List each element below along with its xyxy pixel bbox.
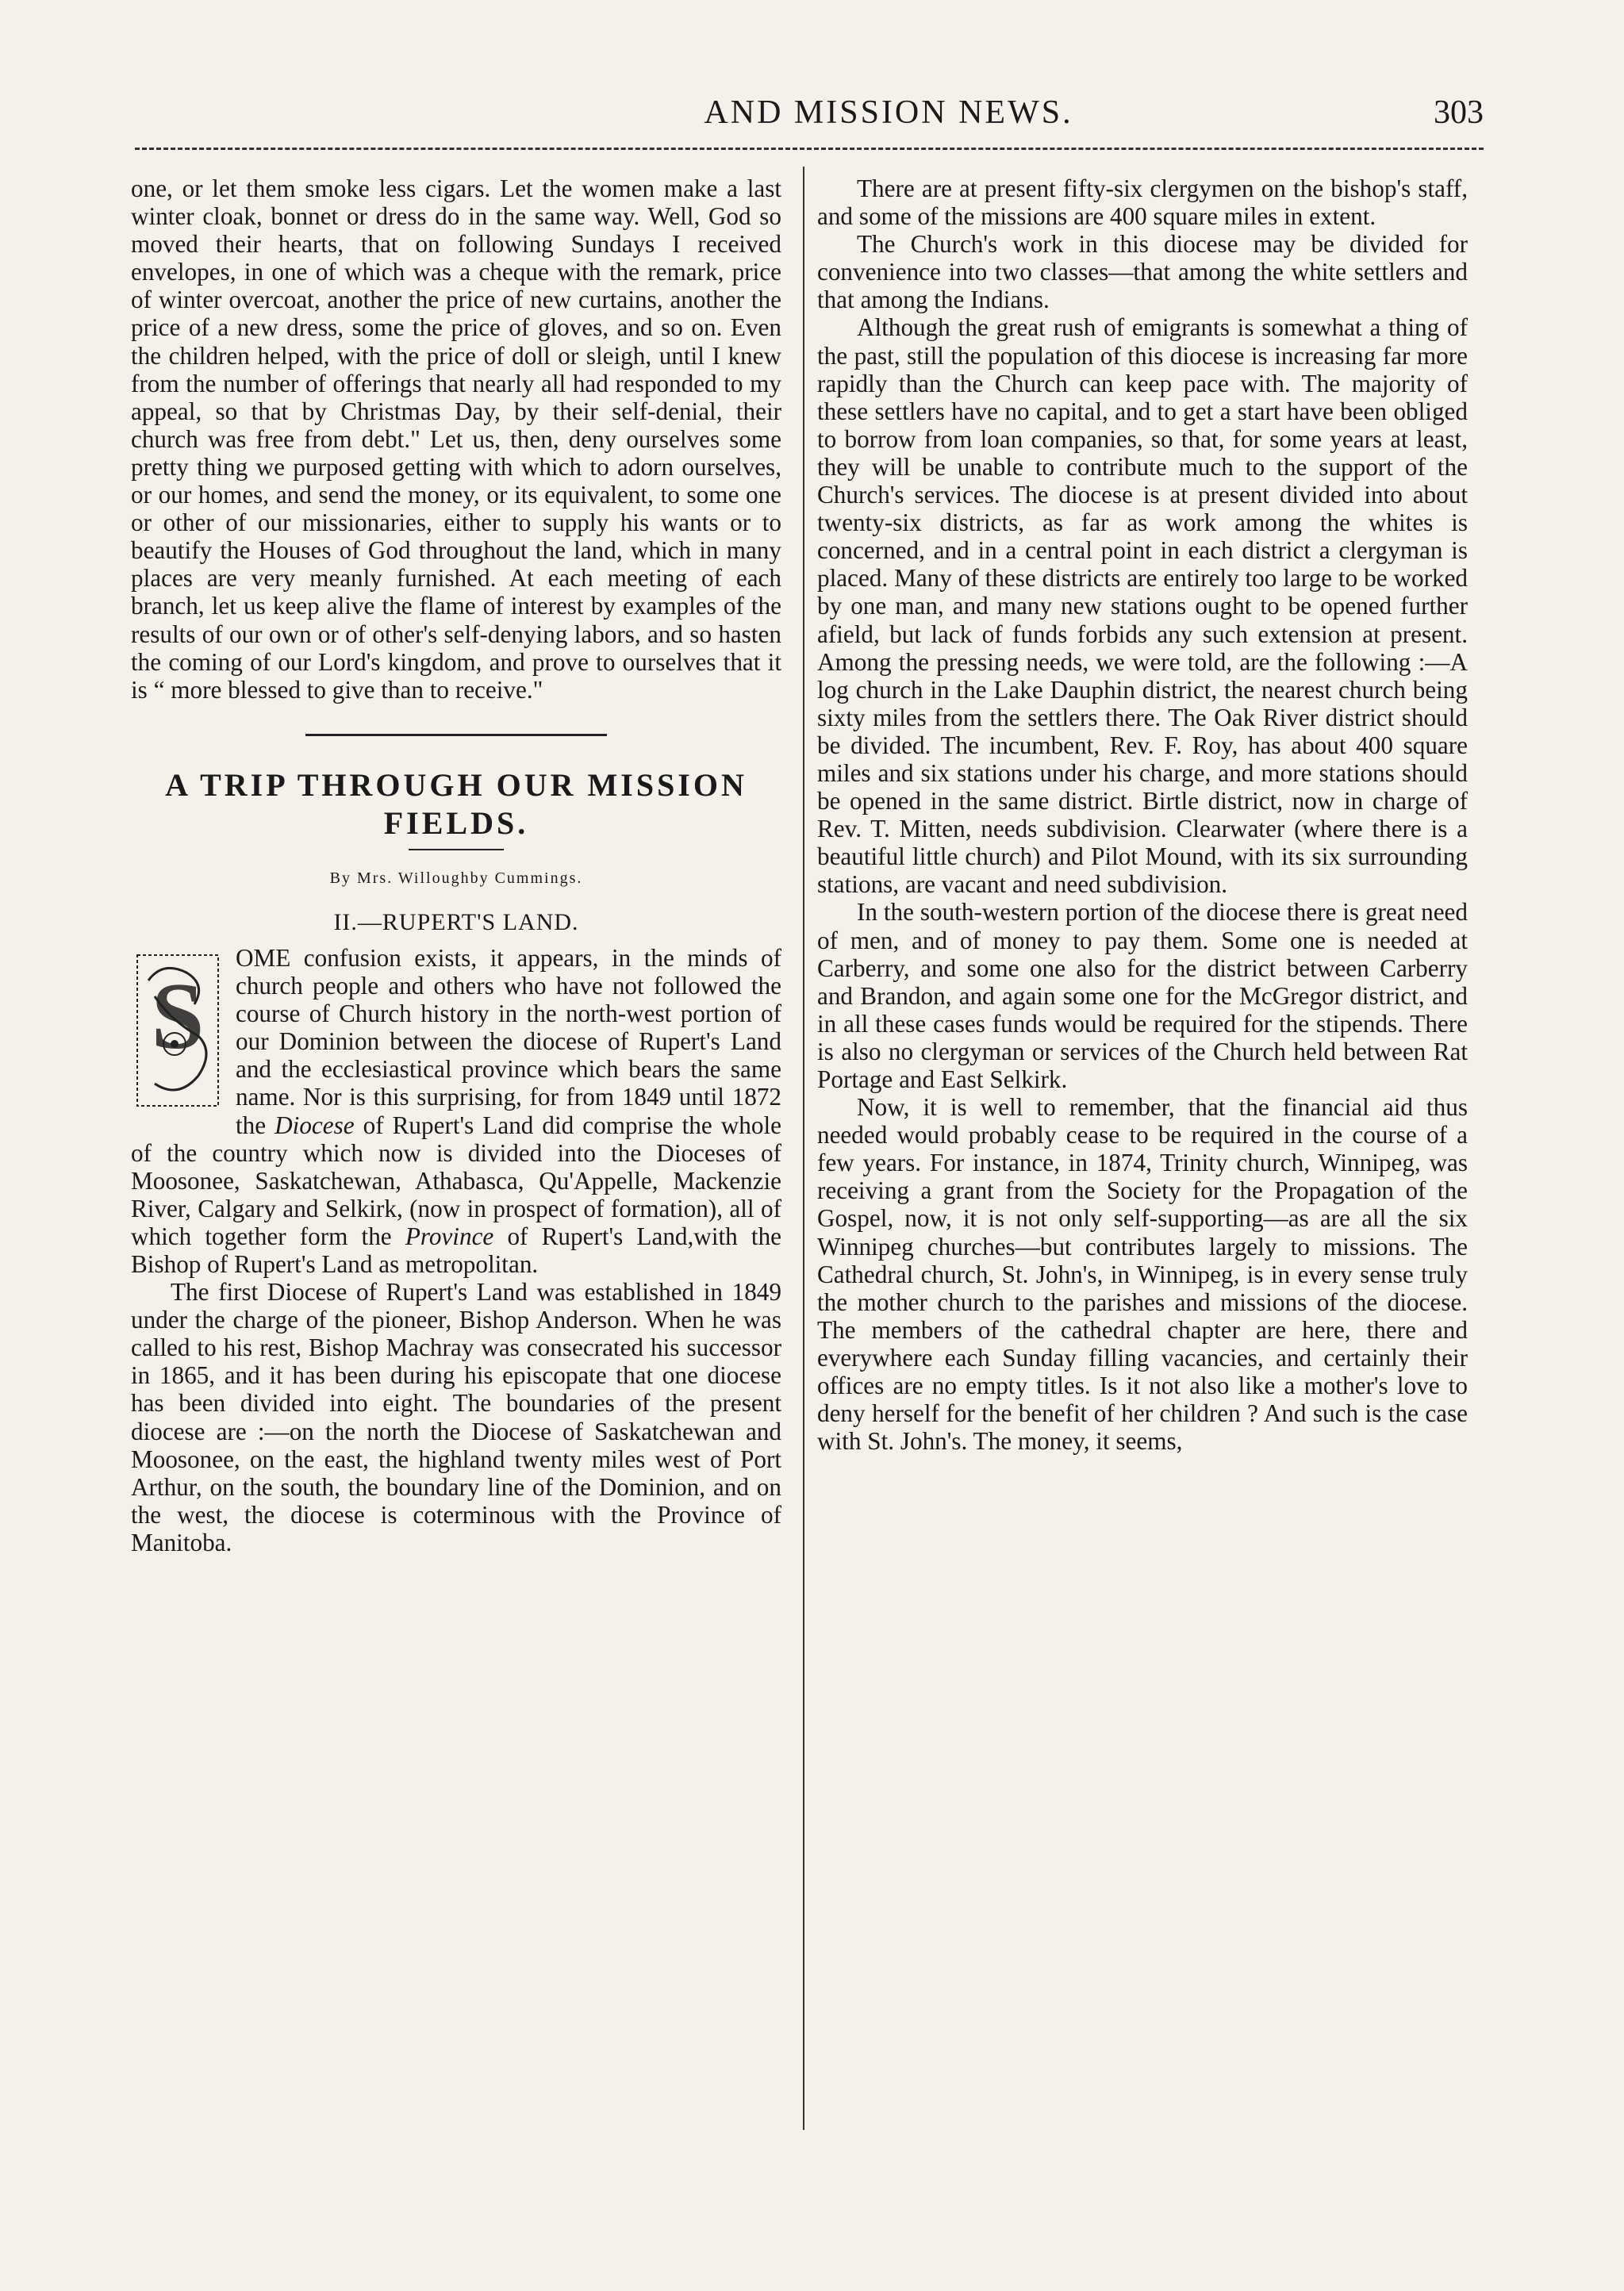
article-paragraph-1-end: of Rupert's Land,with the Bishop of Rupert's Land as metropolitan. [131, 1222, 782, 1278]
article-paragraph-1-start: OME confusion exists, it appears, in the minds of church people and others who have not followed the course of Church history in the north-west portion of our Dominion between the diocese of Rupert's Land and the ecclesiastical province which bears the same name. Nor is this surprising, for from 1849 until 1872 the [236, 943, 781, 1139]
article-paragraph-2: The first Diocese of Rupert's Land was established in 1849 under the charge of the pioneer, Bishop Anderson. When he was called to his rest, Bishop Machray was consecrated his successor in 1865, and it has been during his episcopate that one diocese has been divided into eight. The boundaries of the present diocese are :—on the north the Diocese of Saskatchewan and Moosonee, on the east, the highland twenty miles west of Port Arthur, on the south, the boundary line of the Dominion, and on the west, the diocese is coterminous with the Province of Manitoba. [131, 1278, 781, 1556]
article-title: A TRIP THROUGH OUR MISSION FIELDS. [165, 766, 747, 841]
right-paragraph-5: Now, it is well to remember, that the financial aid thus needed would probably cease to be required in the course of a few years. For instance, in 1874, Trinity church, Winnipeg, was receiving a grant from the Society for the Propagation of the Gospel, now, it is not only self-supporting—as are all the six Winnipeg churches—but contributes largely to missions. The Cathedral church, St. John's, in Winnipeg, is in every sense truly the mother church to the parishes and missions of the diocese. The members of the cathedral chapter are here, there and everywhere each Sunday filling vacancies, and certainly their offices are no empty titles. Is it not also like a mother's love to deny herself for the benefit of her children ? And such is the case with St. John's. The money, it seems, [817, 1093, 1468, 1456]
page-number: 303 [1434, 94, 1484, 131]
article-subheading: II.—RUPERT'S LAND. [333, 908, 579, 935]
left-paragraph-1: one, or let them smoke less cigars. Let the women make a last winter cloak, bonnet or dress do in the same way. Well, God so moved their hearts, that on following Sundays I received envelopes, in one of which was a cheque with the remark, price of winter overcoat, another the price of new curtains, another the price of a new dress, some the price of gloves, and so on. Even the children helped, with the price of doll or sleigh, until I knew from the number of offerings that nearly all had responded to my appeal, so that by Christmas Day, by their self-denial, their church was free from debt." Let us, then, deny ourselves some pretty thing we purposed getting with which to adorn ourselves, or our homes, and send the money, or its equivalent, to some one or other of our missionaries, either to supply his wants or to beautify the Houses of God throughout the land, which in many places are very meanly furnished. At each meeting of each branch, let us keep alive the flame of interest by examples of the results of our own or of other's self-denying labors, and so hasten the coming of our Lord's kingdom, and prove to ourselves that it is “ more blessed to give than to receive." [131, 175, 781, 704]
diocese-word: Diocese [275, 1111, 355, 1139]
right-paragraph-2: The Church's work in this diocese may be divided for convenience into two classes—that among the white settlers and that among the Indians. [817, 230, 1468, 314]
column-divider [803, 167, 804, 2130]
running-head: AND MISSION NEWS. [704, 94, 1073, 131]
right-paragraph-4: In the south-western portion of the diocese there is great need of men, and of money to pay them. Some one is needed at Carberry, and some one also for the district between Carberry and Brandon, and again some one for the McGregor district, and in all these cases funds would be required for the stipends. There is also no clergyman or services of the Church held between Rat Portage and East Selkirk. [817, 898, 1468, 1093]
province-word: Province [405, 1222, 494, 1250]
page-header [135, 94, 1484, 149]
left-column [131, 175, 781, 1556]
dropcap-letter: S [151, 962, 205, 1069]
article-paragraph-1 [131, 944, 781, 1278]
right-paragraph-3: Although the great rush of emigrants is somewhat a thing of the past, still the population of this diocese is increasing far more rapidly than the Church can keep pace with. The majority of these settlers have no capital, and to get a start have been obliged to borrow from loan companies, so that, for some years at least, they will be unable to contribute much to the support of the Church's services. The diocese is at present divided into about twenty-six districts, as far as work among the whites is concerned, and in a central point in each district a clergyman is placed. Many of these districts are entirely too large to be worked by one man, and many new stations ought to be opened further afield, but lack of funds forbids any such extension at present. Among the pressing needs, we were told, are the following :—A log church in the Lake Dauphin district, the nearest church being sixty miles from the settlers there. The Oak River district should be divided. The incumbent, Rev. F. Roy, has about 400 square miles and six stations under his charge, and more stations should be opened in the same district. Birtle district, now in charge of Rev. T. Mitten, needs subdivision. Clearwater (where there is a beautiful little church) and Pilot Mound, with its six surrounding stations, are vacant and need subdivision. [817, 313, 1468, 899]
header-rule [135, 148, 1484, 150]
right-paragraph-1: There are at present fifty-six clergymen on the bishop's staff, and some of the missions are 400 square miles in extent. [817, 175, 1468, 231]
article-paragraph-1-middle: of Rupert's Land did comprise the whole of the country which now is divided into the Dioceses of Moosonee, Saskatchewan, Athabasca, Qu'Appelle, Mackenzie River, Calgary and Selkirk, (now in prospect of formation), all of which together form the [131, 1111, 781, 1250]
article-byline: By Mrs. Willoughby Cummings. [329, 869, 583, 887]
ornamental-dropcap-icon [131, 949, 225, 1114]
title-rule [409, 849, 504, 850]
section-rule [305, 734, 607, 736]
right-column [817, 175, 1468, 1455]
